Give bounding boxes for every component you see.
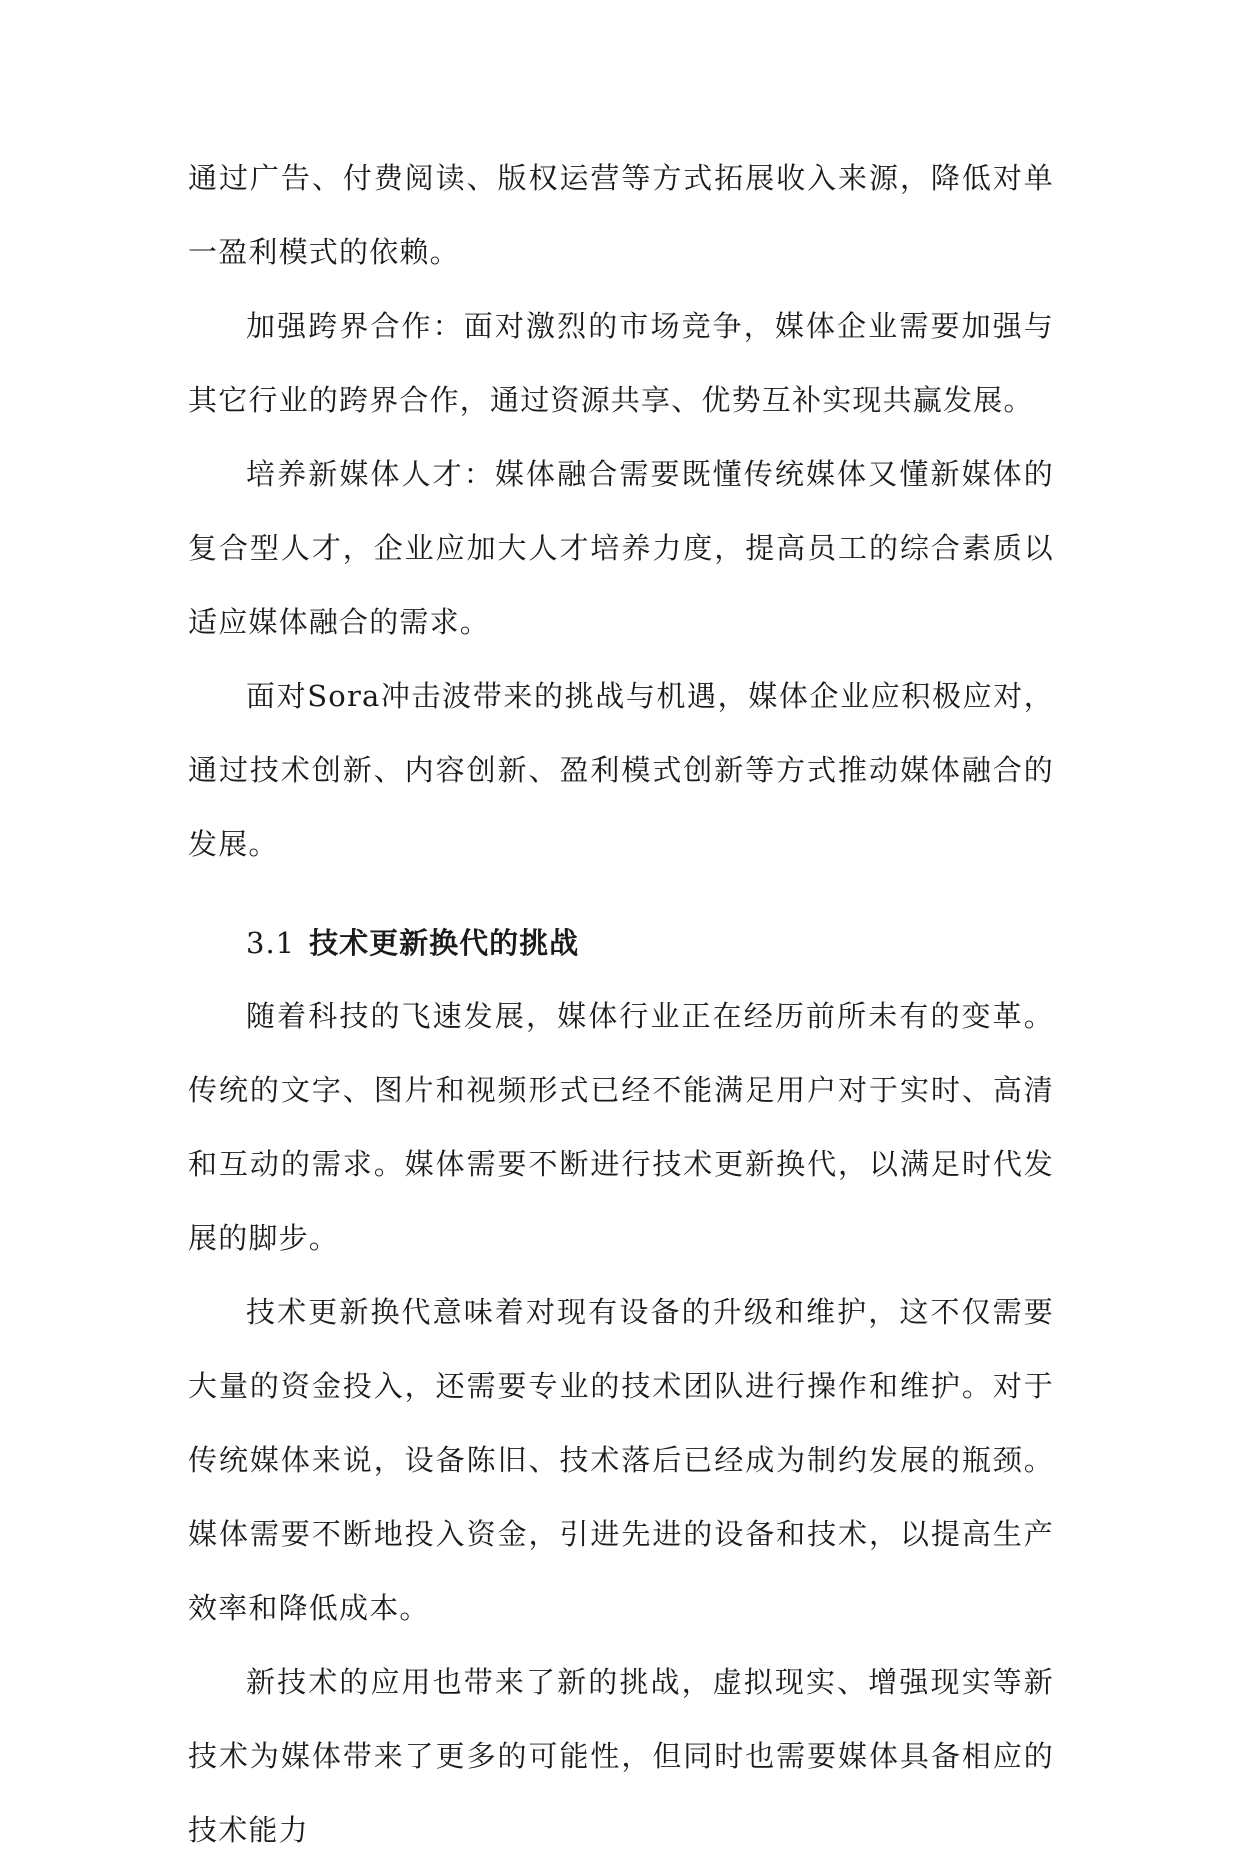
paragraph-talent-cultivation: 培养新媒体人才：媒体融合需要既懂传统媒体又懂新媒体的复合型人才，企业应加大人才培养力度，提高员工的综合素质以适应媒体融合的需求。: [188, 457, 1054, 639]
section-number: 3.1: [246, 926, 296, 960]
paragraph-sora-response: 面对Sora冲击波带来的挑战与机遇，媒体企业应积极应对，通过技术创新、内容创新、盈利模式创新等方式推动媒体融合的发展。: [188, 679, 1054, 861]
paragraph-new-tech-challenges: 新技术的应用也带来了新的挑战，虚拟现实、增强现实等新技术为媒体带来了更多的可能性，但同时也需要媒体具备相应的技术能力: [188, 1665, 1054, 1847]
document-body: [188, 141, 1054, 1867]
paragraph-cross-industry-cooperation: 加强跨界合作：面对激烈的市场竞争，媒体企业需要加强与其它行业的跨界合作，通过资源共享、优势互补实现共赢发展。: [188, 309, 1054, 417]
paragraph-tech-development: 随着科技的飞速发展，媒体行业正在经历前所未有的变革。传统的文字、图片和视频形式已经不能满足用户对于实时、高清和互动的需求。媒体需要不断进行技术更新换代，以满足时代发展的脚步。: [188, 999, 1054, 1255]
section-title: 技术更新换代的挑战: [309, 926, 580, 960]
section-heading: [188, 907, 1054, 979]
paragraph-continuation: 通过广告、付费阅读、版权运营等方式拓展收入来源，降低对单一盈利模式的依赖。: [188, 161, 1054, 269]
paragraph-equipment-upgrade: 技术更新换代意味着对现有设备的升级和维护，这不仅需要大量的资金投入，还需要专业的技术团队进行操作和维护。对于传统媒体来说，设备陈旧、技术落后已经成为制约发展的瓶颈。媒体需要不断地投入资金，引进先进的设备和技术，以提高生产效率和降低成本。: [188, 1295, 1054, 1625]
